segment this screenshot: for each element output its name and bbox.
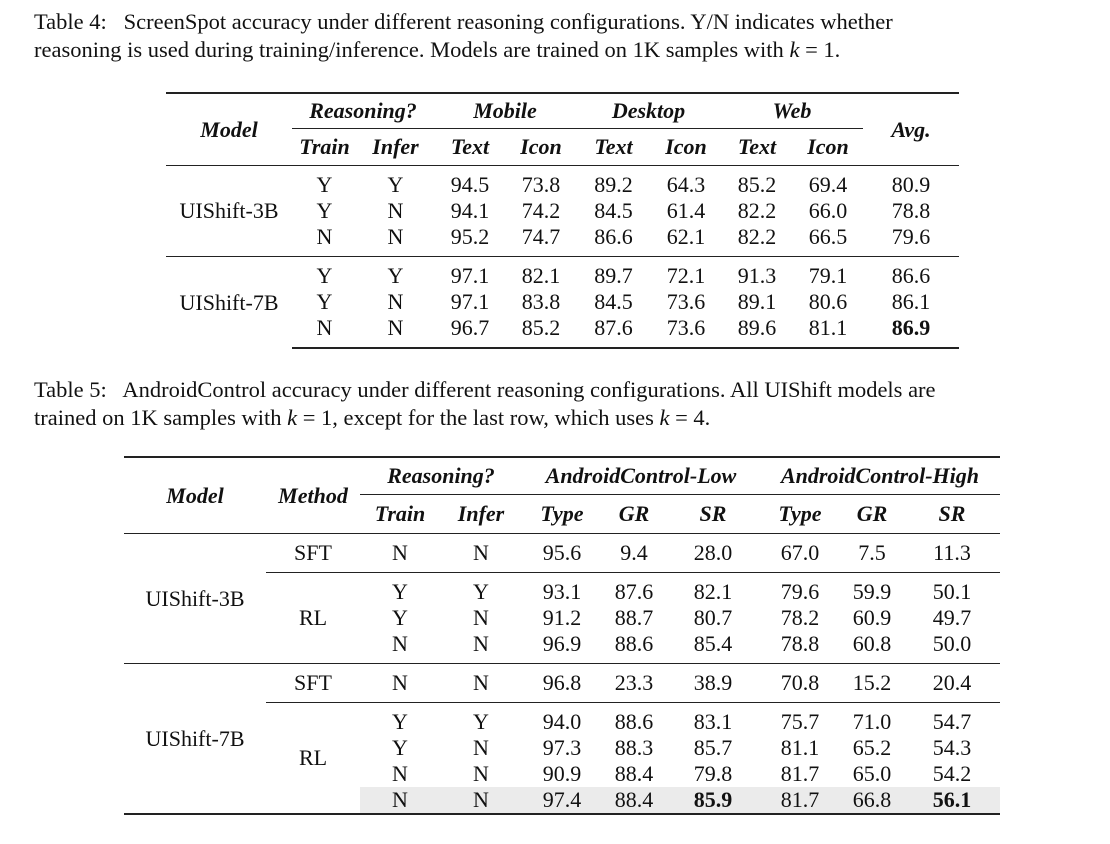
cell-infer: Y xyxy=(473,709,489,734)
table-row xyxy=(166,166,959,199)
cell-avg: 86.6 xyxy=(863,257,959,290)
table4-header-desktop-text: Text xyxy=(576,129,651,166)
cell-low-gr: 88.3 xyxy=(614,735,654,760)
table5-caption-line1 xyxy=(34,376,1094,404)
cell-high-gr: 15.2 xyxy=(840,664,904,703)
cell-train: Y xyxy=(392,735,408,760)
cell-infer: N xyxy=(473,605,489,630)
cell-train: N xyxy=(392,631,408,656)
cell-train: Y xyxy=(316,198,333,223)
cell-low-gr: 88.6 xyxy=(614,709,654,734)
table4-caption-text2a: reasoning is used during training/inference. Models are trained on 1K samples with xyxy=(34,37,790,62)
cell-low-gr: 88.4 xyxy=(602,787,666,814)
cell-low-sr: 80.7 xyxy=(693,605,733,630)
cell-desktop-text: 87.6 xyxy=(576,315,651,348)
cell-avg: 86.9 xyxy=(863,315,959,348)
cell-mobile-icon: 85.2 xyxy=(506,315,576,348)
cell-train: Y xyxy=(316,289,333,314)
method-cell: RL xyxy=(266,703,360,815)
cell-low-gr: 87.6 xyxy=(614,579,654,604)
model-name-cell: UIShift-7B xyxy=(124,664,266,815)
cell-low-type: 94.0 xyxy=(542,709,582,734)
cell-low-sr: 83.1 xyxy=(693,709,733,734)
cell-train: Y xyxy=(392,605,408,630)
table5-caption-text2c: = 4. xyxy=(669,405,711,430)
cell-high-type: 81.7 xyxy=(780,761,820,786)
cell-desktop-text: 89.7 xyxy=(576,257,651,290)
cell-low-type: 90.9 xyxy=(542,761,582,786)
cell-web-icon: 80.6 xyxy=(808,289,848,314)
cell-mobile-icon: 83.8 xyxy=(521,289,561,314)
cell-mobile-text: 95.2 xyxy=(450,224,490,249)
cell-high-type: 75.7 xyxy=(780,709,820,734)
table5-caption-label: Table 5: xyxy=(34,377,107,402)
cell-web-text: 85.2 xyxy=(737,172,777,197)
cell-high-type: 81.7 xyxy=(760,787,840,814)
cell-high-sr: 49.7 xyxy=(932,605,972,630)
cell-train: N xyxy=(292,315,357,348)
cell-low-type: 91.2 xyxy=(542,605,582,630)
table5-header-ac-low: AndroidControl-Low xyxy=(522,457,760,495)
method-cell: SFT xyxy=(266,664,360,703)
table4-caption-k: k xyxy=(789,37,800,62)
method-cell: SFT xyxy=(266,534,360,573)
cell-high-gr: 65.0 xyxy=(852,761,892,786)
cell-desktop-icon: 72.1 xyxy=(651,257,721,290)
cell-web-text: 89.1 xyxy=(737,289,777,314)
cell-low-type: 96.9 xyxy=(542,631,582,656)
cell-low-type: 93.1 xyxy=(542,579,582,604)
table5-header-low-type: Type xyxy=(522,495,602,534)
table5-header-high-gr: GR xyxy=(840,495,904,534)
cell-desktop-text: 84.5 xyxy=(594,289,633,314)
cell-low-sr: 85.9 xyxy=(666,787,760,814)
table5-header-low-sr: SR xyxy=(666,495,760,534)
table-row-sft xyxy=(124,664,1000,703)
table4-caption-text1: ScreenSpot accuracy under different reasoning configurations. Y/N indicates whether xyxy=(123,9,893,34)
table5-header-row1 xyxy=(124,457,1000,495)
table4-header-row1 xyxy=(166,93,959,129)
cell-low-sr: 79.8 xyxy=(693,761,733,786)
table4-header-avg: Avg. xyxy=(863,93,959,166)
cell-mobile-text: 96.7 xyxy=(434,315,506,348)
cell-high-sr: 20.4 xyxy=(904,664,1000,703)
cell-high-sr: 50.0 xyxy=(932,631,972,656)
cell-infer: N xyxy=(440,534,522,573)
table4-header-mobile-text: Text xyxy=(434,129,506,166)
table5-caption-text2b: = 1, except for the last row, which uses xyxy=(297,405,660,430)
cell-train: Y xyxy=(392,709,408,734)
table5-header-model: Model xyxy=(124,457,266,534)
cell-low-gr: 88.4 xyxy=(614,761,654,786)
table4-header-web-text: Text xyxy=(721,129,793,166)
table5-header-train: Train xyxy=(360,495,440,534)
cell-mobile-text: 97.1 xyxy=(450,289,490,314)
table4-header-desktop-icon: Icon xyxy=(651,129,721,166)
table4-caption xyxy=(34,8,1094,64)
table5 xyxy=(124,456,1000,815)
table4-header-model: Model xyxy=(166,93,292,166)
cell-low-type: 95.6 xyxy=(522,534,602,573)
table4-header-web: Web xyxy=(721,93,863,129)
cell-high-sr: 54.2 xyxy=(932,761,972,786)
table4-caption-line1 xyxy=(34,8,1094,36)
cell-high-type: 79.6 xyxy=(780,579,820,604)
table4-header-reasoning: Reasoning? xyxy=(292,93,434,129)
cell-web-icon: 66.0 xyxy=(808,198,848,223)
cell-mobile-text: 94.5 xyxy=(450,172,490,197)
cell-web-text: 82.2 xyxy=(737,198,777,223)
cell-low-sr: 82.1 xyxy=(693,579,733,604)
cell-low-gr: 88.6 xyxy=(614,631,654,656)
cell-high-type: 78.8 xyxy=(780,631,820,656)
cell-infer: N xyxy=(473,735,489,760)
table5-caption-k2: k xyxy=(659,405,670,430)
model-name-cell: UIShift-7B xyxy=(166,257,292,349)
cell-infer: N xyxy=(357,315,434,348)
cell-high-sr: 50.1 xyxy=(932,579,972,604)
table5-header-ac-high: AndroidControl-High xyxy=(760,457,1000,495)
cell-infer: N xyxy=(440,664,522,703)
cell-avg: 79.6 xyxy=(891,224,931,249)
cell-low-type: 97.4 xyxy=(522,787,602,814)
cell-low-type: 96.8 xyxy=(522,664,602,703)
cell-desktop-icon: 61.4 xyxy=(666,198,706,223)
cell-high-sr: 54.7 xyxy=(932,709,972,734)
model-name-cell: UIShift-3B xyxy=(145,585,245,611)
cell-infer: Y xyxy=(357,257,434,290)
cell-low-type: 97.3 xyxy=(542,735,582,760)
cell-high-sr: 11.3 xyxy=(904,534,1000,573)
cell-infer: Y xyxy=(387,172,404,197)
cell-low-sr: 38.9 xyxy=(666,664,760,703)
table5-caption-k1: k xyxy=(287,405,298,430)
table-row-sft xyxy=(124,534,1000,573)
cell-desktop-icon: 62.1 xyxy=(666,224,706,249)
table4-caption-text2b: = 1. xyxy=(799,37,841,62)
cell-train: N xyxy=(316,224,333,249)
table5-caption-text1: AndroidControl accuracy under different reasoning configurations. All UIShift models are xyxy=(122,377,936,402)
table4-header-mobile: Mobile xyxy=(434,93,576,129)
cell-high-gr: 71.0 xyxy=(852,709,892,734)
cell-high-gr: 7.5 xyxy=(840,534,904,573)
cell-mobile-icon: 82.1 xyxy=(506,257,576,290)
model-name-cell: UIShift-3B xyxy=(179,198,279,223)
cell-web-text: 91.3 xyxy=(721,257,793,290)
cell-infer: N xyxy=(473,761,489,786)
cell-infer: N xyxy=(473,631,489,656)
cell-web-text: 89.6 xyxy=(721,315,793,348)
cell-high-gr: 65.2 xyxy=(852,735,892,760)
cell-low-gr: 9.4 xyxy=(602,534,666,573)
method-cell: RL xyxy=(298,605,328,630)
table5-header-high-type: Type xyxy=(760,495,840,534)
cell-train: Y xyxy=(392,579,408,604)
cell-high-sr: 56.1 xyxy=(904,787,1000,814)
cell-high-type: 78.2 xyxy=(780,605,820,630)
cell-mobile-icon: 74.7 xyxy=(521,224,561,249)
table5-caption-line2 xyxy=(34,404,1094,432)
cell-low-sr: 85.7 xyxy=(693,735,733,760)
cell-mobile-text: 97.1 xyxy=(434,257,506,290)
cell-high-gr: 66.8 xyxy=(840,787,904,814)
table5-header-reasoning: Reasoning? xyxy=(360,457,522,495)
cell-train: N xyxy=(392,761,408,786)
table5-caption xyxy=(34,376,1094,432)
table5-header-method: Method xyxy=(266,457,360,534)
cell-infer: N xyxy=(387,289,404,314)
cell-low-sr: 85.4 xyxy=(693,631,733,656)
cell-desktop-text: 86.6 xyxy=(594,224,633,249)
cell-infer: N xyxy=(387,198,404,223)
cell-desktop-icon: 73.6 xyxy=(666,289,706,314)
cell-high-type: 81.1 xyxy=(780,735,820,760)
cell-infer: N xyxy=(440,787,522,814)
cell-mobile-icon: 74.2 xyxy=(521,198,561,223)
table5-header-infer: Infer xyxy=(440,495,522,534)
cell-desktop-icon: 64.3 xyxy=(666,172,706,197)
table5-header-high-sr: SR xyxy=(904,495,1000,534)
cell-mobile-text: 94.1 xyxy=(450,198,490,223)
cell-desktop-text: 89.2 xyxy=(594,172,633,197)
table4-header-desktop: Desktop xyxy=(576,93,721,129)
cell-infer: N xyxy=(387,224,404,249)
cell-web-icon: 69.4 xyxy=(808,172,848,197)
cell-avg: 86.1 xyxy=(891,289,931,314)
cell-train: N xyxy=(360,664,440,703)
table5-caption-text2a: trained on 1K samples with xyxy=(34,405,288,430)
cell-high-gr: 60.9 xyxy=(852,605,892,630)
cell-desktop-icon: 73.6 xyxy=(651,315,721,348)
table4-header-web-icon: Icon xyxy=(793,129,863,166)
cell-mobile-icon: 73.8 xyxy=(521,172,561,197)
table4-header-infer: Infer xyxy=(357,129,434,166)
table4-caption-line2 xyxy=(34,36,1094,64)
cell-avg: 78.8 xyxy=(891,198,931,223)
cell-web-icon: 81.1 xyxy=(793,315,863,348)
cell-high-type: 70.8 xyxy=(760,664,840,703)
cell-low-gr: 88.7 xyxy=(614,605,654,630)
cell-web-text: 82.2 xyxy=(737,224,777,249)
cell-train: Y xyxy=(292,257,357,290)
table4 xyxy=(166,92,959,349)
cell-train: N xyxy=(360,787,440,814)
cell-high-type: 67.0 xyxy=(760,534,840,573)
cell-desktop-text: 84.5 xyxy=(594,198,633,223)
table-row xyxy=(166,257,959,290)
cell-high-gr: 60.8 xyxy=(852,631,892,656)
table4-header-mobile-icon: Icon xyxy=(506,129,576,166)
cell-high-gr: 59.9 xyxy=(852,579,892,604)
cell-low-gr: 23.3 xyxy=(602,664,666,703)
table4-header-train: Train xyxy=(292,129,357,166)
cell-infer: Y xyxy=(473,579,489,604)
table4-caption-label: Table 4: xyxy=(34,9,107,34)
cell-high-sr: 54.3 xyxy=(932,735,972,760)
cell-train: Y xyxy=(316,172,333,197)
table5-header-low-gr: GR xyxy=(602,495,666,534)
cell-web-icon: 79.1 xyxy=(793,257,863,290)
cell-web-icon: 66.5 xyxy=(808,224,848,249)
cell-train: N xyxy=(360,534,440,573)
cell-avg: 80.9 xyxy=(891,172,931,197)
cell-low-sr: 28.0 xyxy=(666,534,760,573)
